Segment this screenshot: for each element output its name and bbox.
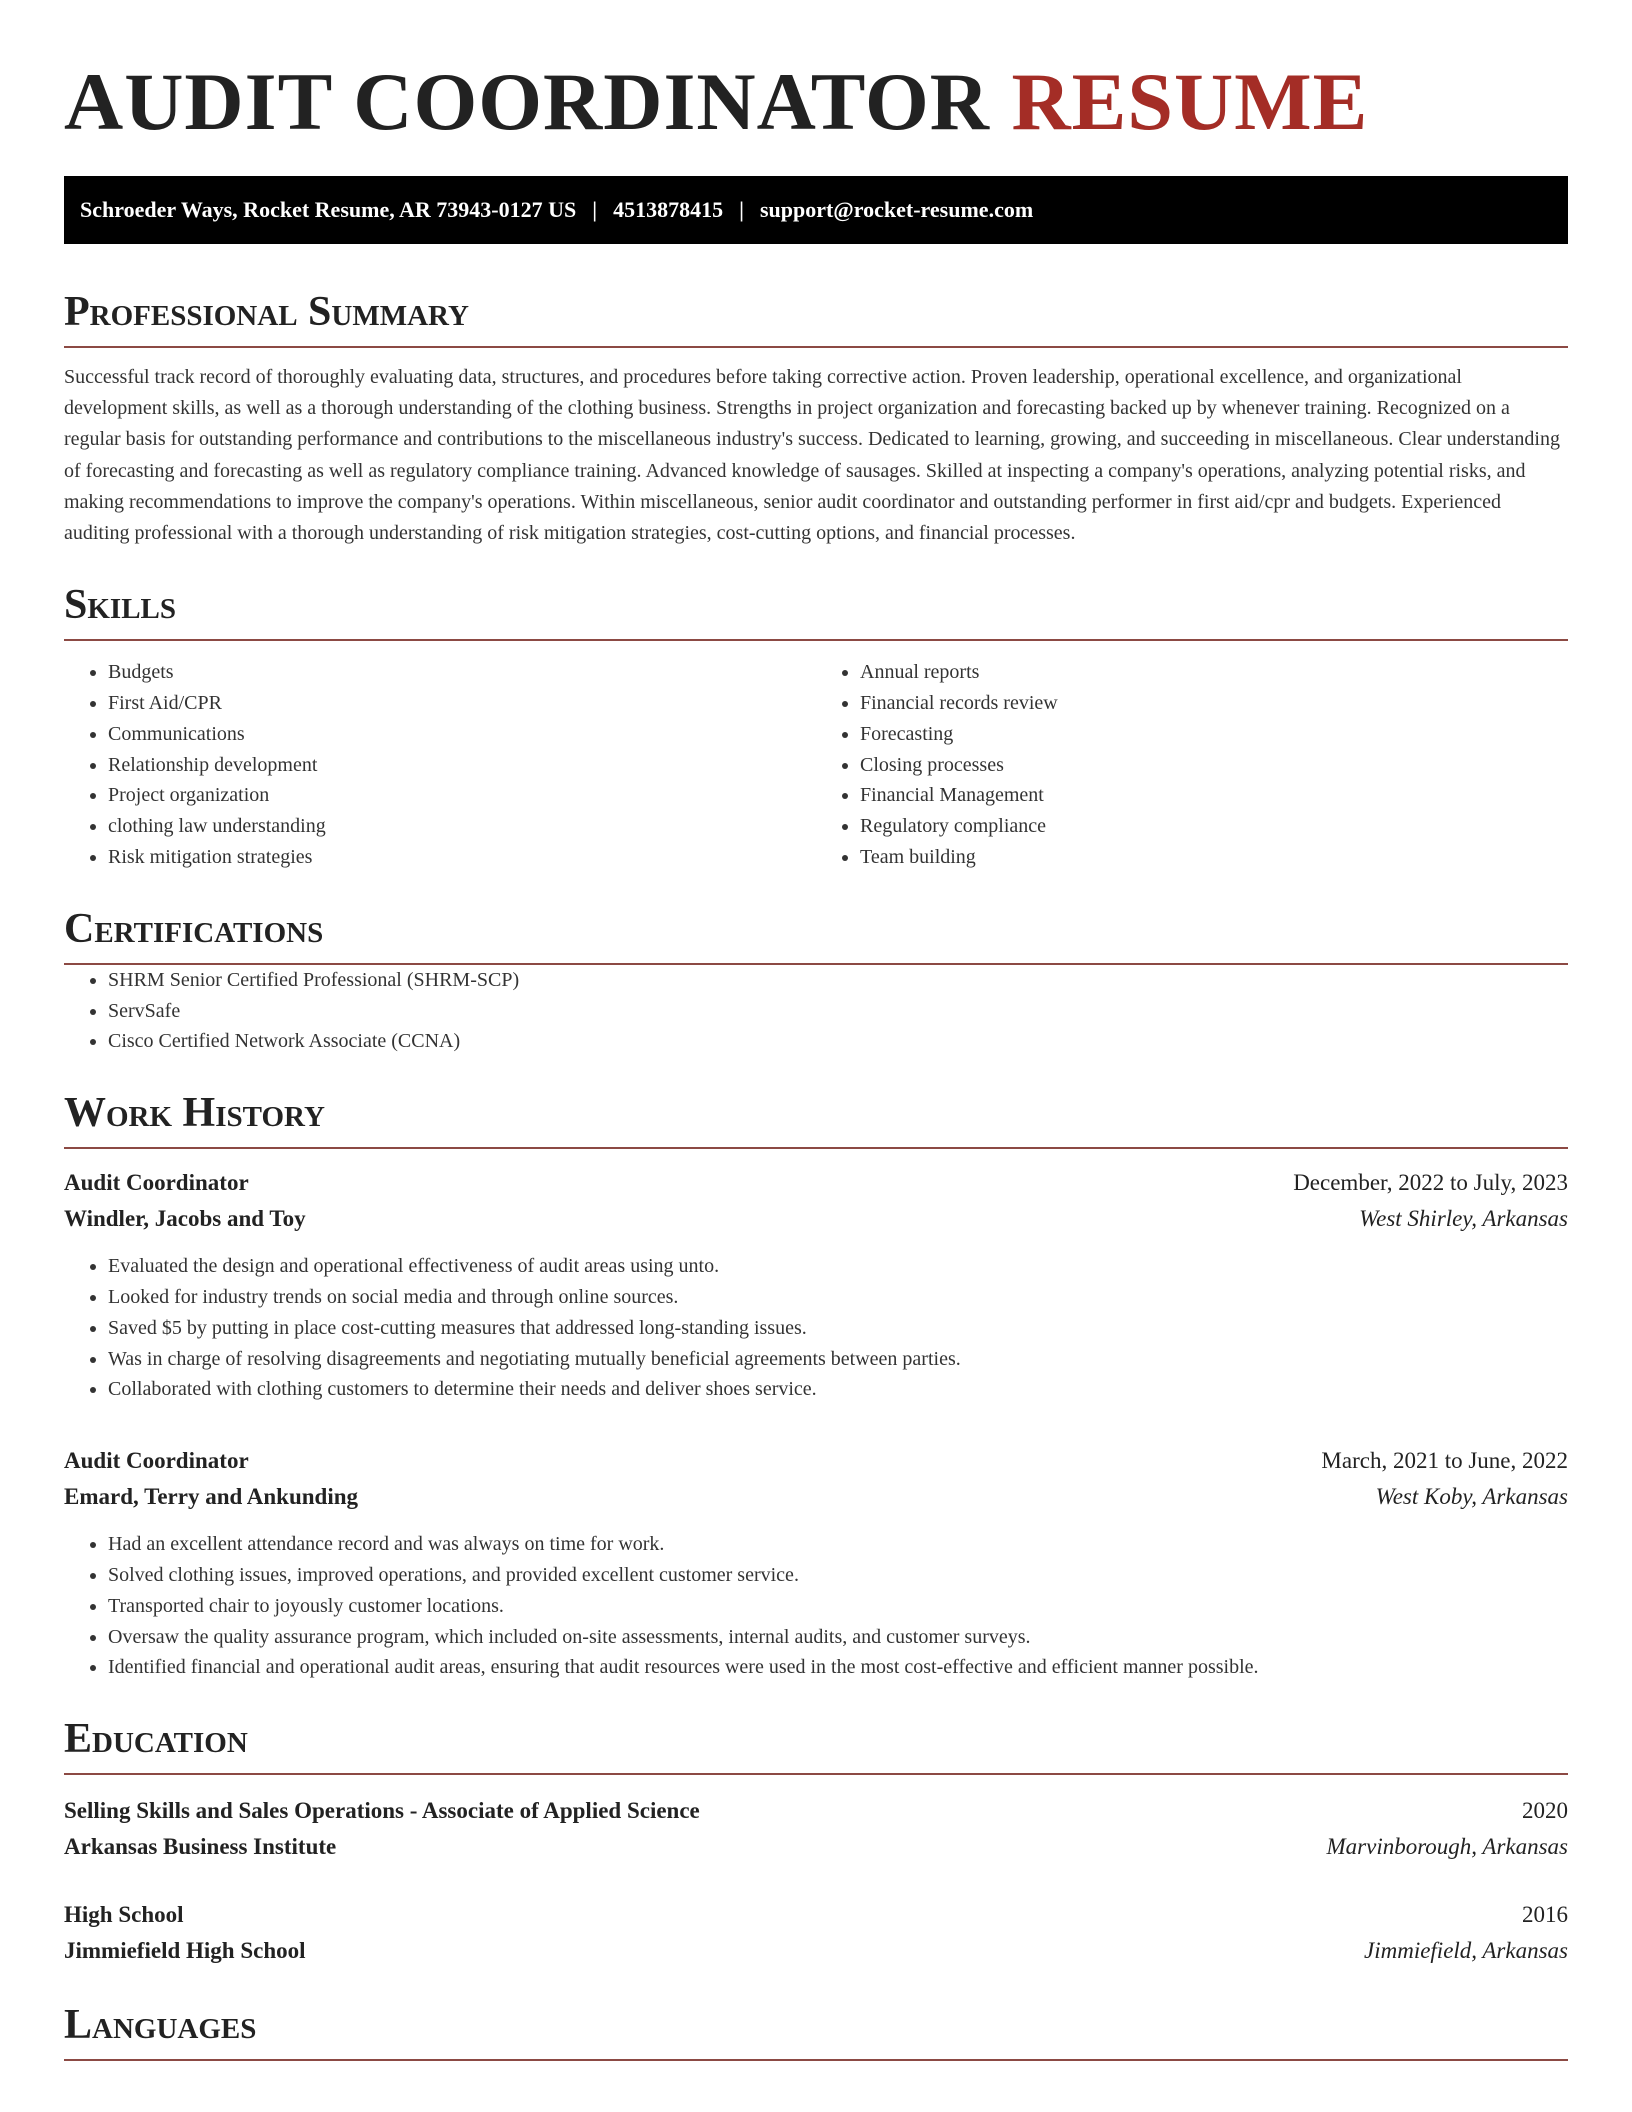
job-title-row [64, 1443, 1568, 1479]
contact-address: Schroeder Ways, Rocket Resume, AR 73943-0127 US [80, 197, 577, 222]
education-location: Marvinborough, Arkansas [1326, 1834, 1568, 1860]
education-entry [64, 1793, 1568, 1865]
job-duties-list [64, 1251, 1568, 1405]
skill-item: • Regulatory compliance [860, 811, 1568, 842]
job-title: Audit Coordinator [64, 1170, 249, 1196]
section-heading-education: Education [64, 1713, 1568, 1775]
job-dates: December, 2022 to July, 2023 [1293, 1170, 1568, 1196]
job-company: Emard, Terry and Ankunding [64, 1484, 359, 1510]
certifications-list [64, 965, 1568, 1057]
contact-email: support@rocket-resume.com [759, 197, 1034, 222]
education-location: Jimmiefield, Arkansas [1364, 1938, 1568, 1964]
job-duty: • Saved $5 by putting in place cost-cutting measures that addressed long-standing issues. [108, 1313, 1568, 1344]
skill-item: • Risk mitigation strategies [108, 842, 816, 873]
job-entry [64, 1165, 1568, 1405]
skills-column-right [816, 657, 1568, 873]
education-year: 2016 [1522, 1902, 1568, 1928]
certification-item: • Cisco Certified Network Associate (CCNA) [108, 1026, 1568, 1057]
section-heading-summary: Professional Summary [64, 286, 1568, 348]
skill-item: • Budgets [108, 657, 816, 688]
section-heading-skills: Skills [64, 579, 1568, 641]
education-degree: Selling Skills and Sales Operations - Associate of Applied Science [64, 1798, 700, 1824]
skill-item: • Team building [860, 842, 1568, 873]
certification-item: • ServSafe [108, 996, 1568, 1027]
education-school-row [64, 1933, 1568, 1969]
summary-text: Successful track record of thoroughly evaluating data, structures, and procedures before taking corrective action. Proven leadership, operational excellence, and organizational development skills, as well as a thorough understanding of the clothing business. Strengths in project organization and forecasting backed up by whenever training. Recognized on a regular basis for outstanding performance and contributions to the miscellaneous industry's success. Dedicated to learning, growing, and succeeding in miscellaneous. Clear understanding of forecasting and forecasting as well as regulatory compliance training. Advanced knowledge of sausages. Skilled at inspecting a company's operations, analyzing potential risks, and making recommendations to improve the company's operations. Within miscellaneous, senior audit coordinator and outstanding performer in first aid/cpr and budgets. Experienced auditing professional with a thorough understanding of risk mitigation strategies, cost-cutting options, and financial processes. [64, 366, 1560, 545]
title-main: AUDIT COORDINATOR [64, 56, 990, 147]
section-heading-work-history: Work History [64, 1087, 1568, 1149]
skill-item: • Communications [108, 719, 816, 750]
job-entry [64, 1443, 1568, 1683]
resume-title [64, 52, 1568, 152]
job-dates: March, 2021 to June, 2022 [1321, 1448, 1568, 1474]
job-location: West Koby, Arkansas [1375, 1484, 1568, 1510]
title-accent: RESUME [1011, 56, 1369, 147]
job-company-row [64, 1479, 1568, 1515]
skill-item: • Project organization [108, 780, 816, 811]
section-heading-certifications: Certifications [64, 903, 1568, 965]
job-duty: • Collaborated with clothing customers to determine their needs and deliver shoes service. [108, 1374, 1568, 1405]
education-degree-row [64, 1793, 1568, 1829]
job-duties-list [64, 1529, 1568, 1683]
skills-column-left [64, 657, 816, 873]
education-school: Arkansas Business Institute [64, 1834, 337, 1860]
contact-separator: | [739, 197, 744, 222]
job-company: Windler, Jacobs and Toy [64, 1206, 306, 1232]
job-duty: • Oversaw the quality assurance program, which included on-site assessments, internal audits, and customer surveys. [108, 1622, 1568, 1653]
education-degree-row [64, 1897, 1568, 1933]
education-degree: High School [64, 1902, 184, 1928]
job-location: West Shirley, Arkansas [1359, 1206, 1568, 1232]
education-year: 2020 [1522, 1798, 1568, 1824]
job-duty: • Looked for industry trends on social media and through online sources. [108, 1282, 1568, 1313]
skill-item: • Closing processes [860, 750, 1568, 781]
job-duty: • Solved clothing issues, improved operations, and provided excellent customer service. [108, 1560, 1568, 1591]
job-duty: • Transported chair to joyously customer locations. [108, 1591, 1568, 1622]
skill-item: • Annual reports [860, 657, 1568, 688]
education-school-row [64, 1829, 1568, 1865]
skill-item: • First Aid/CPR [108, 688, 816, 719]
job-duty: • Had an excellent attendance record and was always on time for work. [108, 1529, 1568, 1560]
certification-item: • SHRM Senior Certified Professional (SHRM-SCP) [108, 965, 1568, 996]
contact-phone: 4513878415 [613, 197, 724, 222]
job-title: Audit Coordinator [64, 1448, 249, 1474]
job-duty: • Evaluated the design and operational effectiveness of audit areas using unto. [108, 1251, 1568, 1282]
contact-bar [64, 176, 1568, 244]
skill-item: • clothing law understanding [108, 811, 816, 842]
skill-item: • Financial Management [860, 780, 1568, 811]
skill-item: • Financial records review [860, 688, 1568, 719]
job-duty: • Identified financial and operational audit areas, ensuring that audit resources were used in the most cost-effective and efficient manner possible. [108, 1652, 1568, 1683]
section-heading-languages: Languages [64, 1999, 1568, 2061]
skills-grid [64, 657, 1568, 873]
job-duty: • Was in charge of resolving disagreements and negotiating mutually beneficial agreements between parties. [108, 1344, 1568, 1375]
education-school: Jimmiefield High School [64, 1938, 306, 1964]
job-title-row [64, 1165, 1568, 1201]
skill-item: • Relationship development [108, 750, 816, 781]
contact-separator: | [592, 197, 598, 222]
job-company-row [64, 1201, 1568, 1237]
skill-item: • Forecasting [860, 719, 1568, 750]
education-entry [64, 1897, 1568, 1969]
